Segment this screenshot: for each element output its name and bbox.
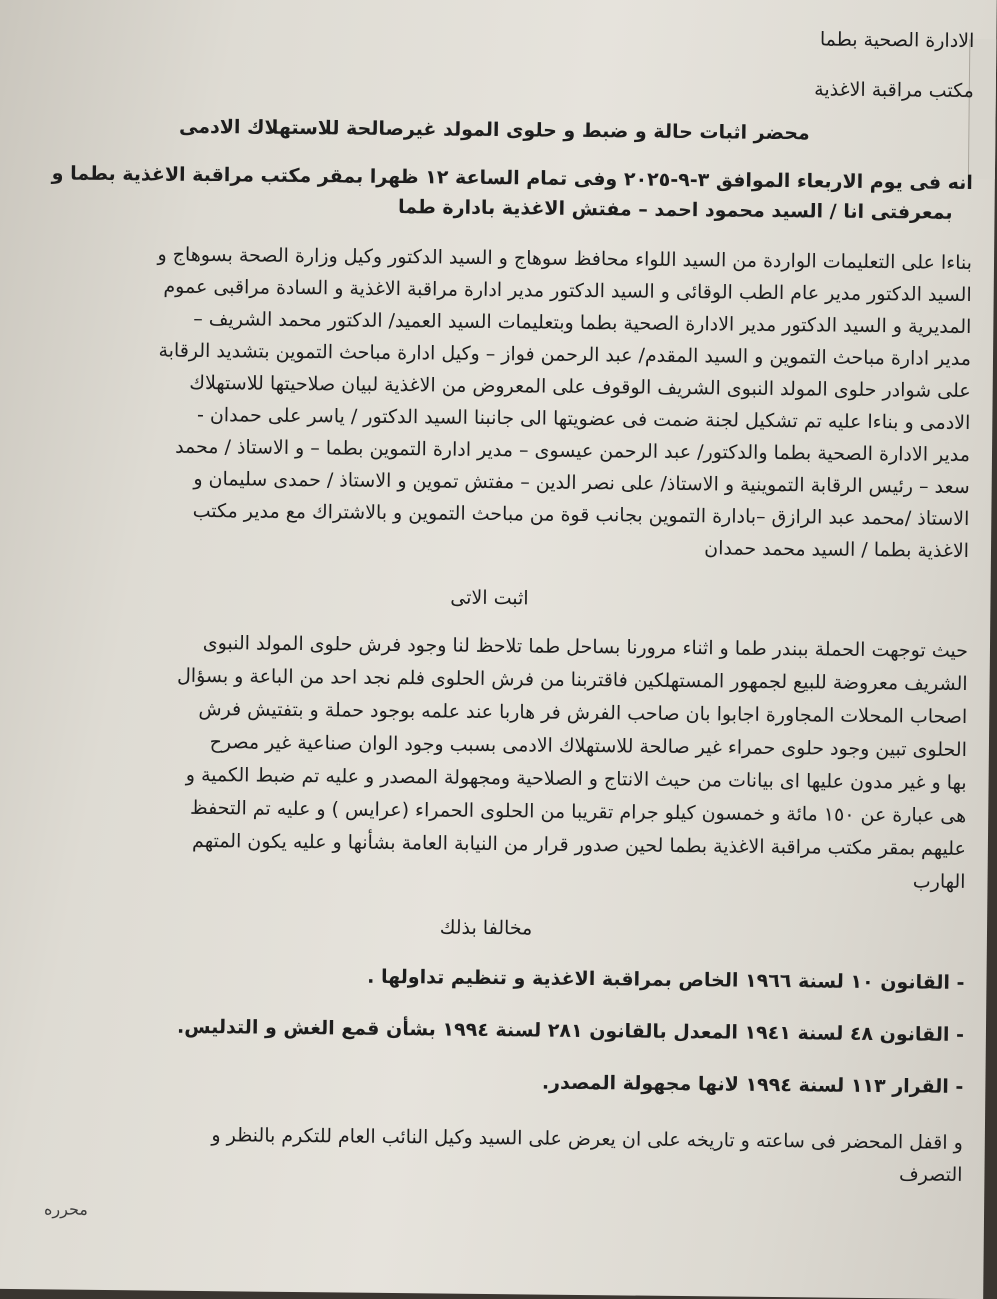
- intro-line: انه فى يوم الاربعاء الموافق ٣-٩-٢٠٢٥ وفى تمام الساعة ١٢ ظهرا بمقر مكتب مراقبة الاغذية بطما و: [51, 162, 973, 195]
- body-line: الهارب: [912, 870, 966, 893]
- body-line: الاستاذ /محمد عبد الرازق –بادارة التموين بجانب قوة من مباحث التموين و بالاشتراك مع مدير مكتب: [192, 499, 970, 531]
- report-document: [3, 0, 975, 1299]
- law-item: - القرار ١١٣ لسنة ١٩٩٤ لانها مجهولة المصدر.: [541, 1071, 964, 1098]
- body-line: على شوادر حلوى المولد النبوى الشريف الوقوف على المعروض من الاغذية لبيان صلاحيتها للاستهلاك: [189, 371, 971, 403]
- law-item: - القانون ٤٨ لسنة ١٩٤١ المعدل بالقانون ٢٨١ لسنة ١٩٩٤ بشأن قمع الغش و التدليس.: [176, 1015, 965, 1046]
- body-line: هى عبارة عن ١٥٠ مائة و خمسون كيلو جرام تقريبا من الحلوى الحمراء (عرايس ) و عليه تم التحفظ: [189, 796, 967, 827]
- body-line: المديرية و السيد الدكتور مدير الادارة الصحية بطما وبتعليمات السيد العميد/ الدكتور محمد الشريف –: [193, 307, 972, 339]
- body-line: السيد الدكتور مدير عام الطب الوقائى و السيد الدكتور مدير ادارة مراقبة الاغذية و السادة مراقبى عموم: [163, 275, 972, 307]
- header-department: الادارة الصحية بطما: [819, 28, 975, 53]
- signature-label: محرره: [43, 1199, 89, 1219]
- body-line: بها و غير مدون عليها اى بيانات من حيث الانتاج و الصلاحية ومجهولة المصدر و عليه تم ضبط الكمية و: [185, 763, 967, 794]
- body-line: عليهم بمقر مكتب مراقبة الاغذية بطما لحين صدور قرار من النيابة العامة بشأنها و عليه يكون المتهم: [192, 829, 966, 860]
- section-heading-violation: مخالفا بذلك: [439, 916, 533, 940]
- closing-line: و اقفل المحضر فى ساعته و تاريخه على ان يعرض على السيد وكيل النائب العام للتكرم بالنظر و: [211, 1124, 963, 1154]
- body-line: الشريف معروضة للبيع لجمهور المستهلكين فاقتربنا من فرش الحلوى فلم نجد احد من الباعة و بسؤال: [176, 664, 968, 696]
- section-heading-proved: اثبت الاتى: [450, 586, 529, 610]
- body-line: الحلوى تبين وجود حلوى حمراء غير صالحة للاستهلاك الادمى بسبب وجود الوان صناعية غير مصرح: [209, 731, 968, 761]
- body-line: اصحاب المحلات المجاورة اجابوا بان صاحب الفرش فر هاربا عند علمه بوجود حملة و بتفتيش فرش: [198, 697, 968, 729]
- law-item: - القانون ١٠ لسنة ١٩٦٦ الخاص بمراقبة الاغذية و تنظيم تداولها .: [367, 965, 965, 994]
- body-line: مدير ادارة مباحث التموين و السيد المقدم/ عبد الرحمن فواز – وكيل ادارة مباحث التموين بتشديد الرقابة: [158, 339, 972, 371]
- closing-line: التصرف: [898, 1163, 963, 1186]
- intro-line: بمعرفتى انا / السيد محمود احمد – مفتش الاغذية بادارة طما: [397, 196, 953, 224]
- body-line: بناءا على التعليمات الواردة من السيد اللواء محافظ سوهاج و السيد الدكتور وكيل وزارة الصحة بسوهاج و: [157, 243, 973, 275]
- report-title: محضر اثبات حالة و ضبط و حلوى المولد غيرصالحة للاستهلاك الادمى: [178, 115, 810, 145]
- body-line: سعد – رئيس الرقابة التموينية و الاستاذ/ على نصر الدين – مفتش تموين و الاستاذ / حمدى سليمان و: [193, 467, 970, 499]
- body-line: الاغذية بطما / السيد محمد حمدان: [704, 537, 970, 563]
- body-line: الادمى و بناءا عليه تم تشكيل لجنة ضمت فى عضويتها الى جانبنا السيد الدكتور / ياسر على حمدان -: [196, 403, 971, 435]
- body-line: حيث توجهت الحملة ببندر طما و اثناء مرورنا بساحل طما تلاحظ لنا وجود فرش حلوى المولد النبوى: [202, 631, 969, 663]
- body-line: مدير الادارة الصحية بطما والدكتور/ عبد الرحمن عيسوى – مدير ادارة التموين بطما – و الاستاذ / محمد: [175, 435, 971, 467]
- header-office: مكتب مراقبة الاغذية: [814, 78, 974, 103]
